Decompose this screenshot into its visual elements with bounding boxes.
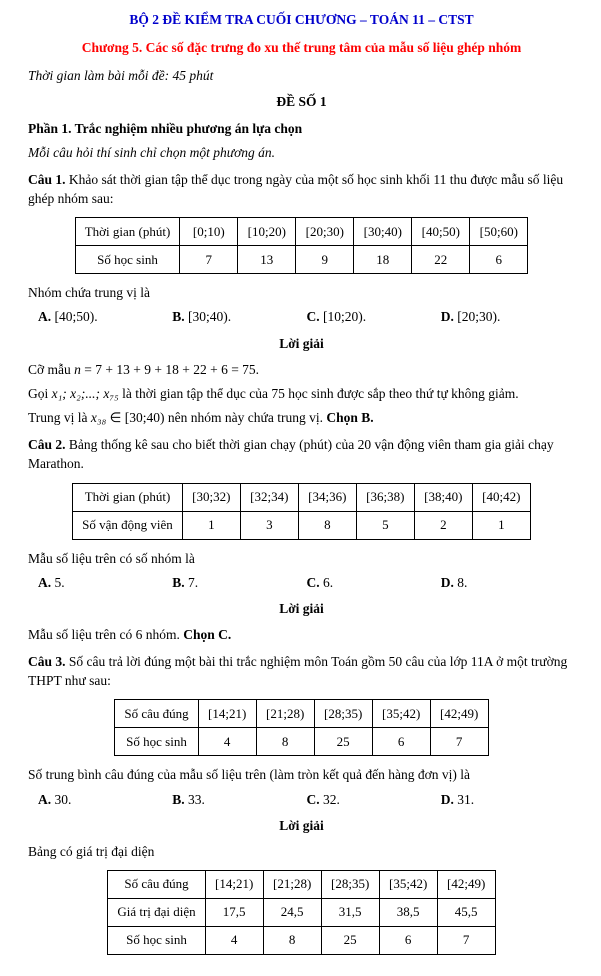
table-cell: [10;20) <box>238 218 296 246</box>
table-cell: Số câu đúng <box>115 700 198 728</box>
option-text: 30. <box>54 791 72 807</box>
question-2-table <box>72 483 531 540</box>
table-cell: [14;21) <box>205 871 263 899</box>
table-cell: [21;28) <box>263 871 321 899</box>
question-1-solution-line-3 <box>28 408 575 427</box>
question-3-stem: Số câu trả lời đúng một bài thi trắc nghiệm môn Toán gồm 50 câu của lớp 11A ở một trường THPT như sau: <box>28 654 568 689</box>
solution-text: Cỡ mẫu <box>28 361 75 377</box>
option-text: 7. <box>188 574 199 590</box>
option-text: 5. <box>54 574 65 590</box>
table-cell: [34;36) <box>298 483 356 511</box>
question-2-options <box>38 573 575 592</box>
part1-heading: Phần 1. Trắc nghiệm nhiều phương án lựa chọn <box>28 120 303 136</box>
table-cell: Thời gian (phút) <box>75 218 180 246</box>
option-label: C. <box>306 574 320 590</box>
table-cell: [50;60) <box>470 218 528 246</box>
table-cell: [32;34) <box>240 483 298 511</box>
table-row <box>115 700 488 728</box>
table-cell: 25 <box>314 728 372 756</box>
question-2-prompt: Mẫu số liệu trên có số nhóm là <box>28 550 195 566</box>
question-3-solution-line-1: Bảng có giá trị đại diện <box>28 843 155 859</box>
question-2 <box>28 435 575 473</box>
table-cell: [35;42) <box>379 871 437 899</box>
option-text: [40;50). <box>54 309 98 325</box>
table-cell: 5 <box>356 511 414 539</box>
question-2-solution-heading: Lời giải <box>279 600 324 616</box>
option-text: 31. <box>457 791 475 807</box>
table-cell: 7 <box>180 246 238 274</box>
option-label: C. <box>306 309 320 325</box>
table-row <box>73 511 531 539</box>
table-cell: 7 <box>430 728 488 756</box>
question-1-stem: Khảo sát thời gian tập thể dục trong ngày của một số học sinh khối 11 thu được mẫu số liệu ghép nhóm sau: <box>28 171 564 207</box>
question-1-option-d <box>441 307 575 326</box>
question-3-prompt: Số trung bình câu đúng của mẫu số liệu trên (làm tròn kết quả đến hàng đơn vị) là <box>28 767 471 783</box>
question-1-option-b <box>172 307 306 326</box>
question-2-option-d <box>441 573 575 592</box>
table-cell: [36;38) <box>356 483 414 511</box>
option-text: [30;40). <box>188 309 232 325</box>
option-label: A. <box>38 574 52 590</box>
option-text: 33. <box>188 791 205 807</box>
table-cell: 1 <box>182 511 240 539</box>
table-cell: [40;42) <box>472 483 530 511</box>
table-cell: 22 <box>412 246 470 274</box>
option-label: B. <box>172 574 185 590</box>
table-cell: 6 <box>372 728 430 756</box>
option-label: A. <box>38 309 52 325</box>
table-row <box>73 483 531 511</box>
question-1-option-c <box>307 307 441 326</box>
table-cell: [0;10) <box>180 218 238 246</box>
option-text: 8. <box>457 574 468 590</box>
option-label: B. <box>172 791 185 807</box>
table-cell: [40;50) <box>412 218 470 246</box>
option-label: A. <box>38 791 52 807</box>
table-cell: 45,5 <box>437 899 495 927</box>
table-cell: Số học sinh <box>75 246 180 274</box>
table-cell: Số vận động viên <box>73 511 183 539</box>
table-row <box>108 927 495 955</box>
answer-choice: Chọn C. <box>183 626 232 642</box>
table-cell: [30;32) <box>182 483 240 511</box>
question-3-option-a <box>38 790 172 809</box>
table-cell: 25 <box>321 927 379 955</box>
question-1-option-a <box>38 307 172 326</box>
table-cell: 24,5 <box>263 899 321 927</box>
table-row <box>75 246 528 274</box>
solution-text: ∈ [30;40) nên nhóm này chứa trung vị. <box>106 410 327 426</box>
table-row <box>108 871 495 899</box>
option-label: D. <box>440 791 454 807</box>
table-cell: 9 <box>296 246 354 274</box>
option-text: [20;30). <box>457 309 501 325</box>
table-cell: Số học sinh <box>108 927 205 955</box>
question-3-option-d <box>441 790 575 809</box>
question-2-solution-line-1 <box>28 625 575 644</box>
table-cell: 4 <box>198 728 256 756</box>
question-1-options <box>38 307 575 326</box>
question-1-table <box>75 217 529 274</box>
table-cell: [20;30) <box>296 218 354 246</box>
question-2-option-a <box>38 573 172 592</box>
table-cell: Giá trị đại diện <box>108 899 205 927</box>
solution-text: là thời gian tập thể dục của 75 học sinh được sắp theo thứ tự không giảm. <box>118 385 519 401</box>
solution-text: Mẫu số liệu trên có 6 nhóm. <box>28 626 184 642</box>
question-1-prompt: Nhóm chứa trung vị là <box>28 285 151 301</box>
table-cell: [30;40) <box>354 218 412 246</box>
table-cell: 4 <box>205 927 263 955</box>
table-cell: [14;21) <box>198 700 256 728</box>
question-3-label: Câu 3. <box>28 654 66 670</box>
solution-text: = 7 + 13 + 9 + 18 + 22 + 6 = 75. <box>80 361 260 377</box>
table-cell: 8 <box>263 927 321 955</box>
table-cell: 7 <box>437 927 495 955</box>
table-cell: 1 <box>472 511 530 539</box>
option-text: [10;20). <box>323 309 367 325</box>
table-cell: [42;49) <box>437 871 495 899</box>
question-1 <box>28 170 575 208</box>
table-cell: 3 <box>240 511 298 539</box>
solution-text: Trung vị là <box>28 410 91 426</box>
duration-note: Thời gian làm bài mỗi đề: 45 phút <box>28 68 214 84</box>
question-3-option-c <box>307 790 441 809</box>
question-1-solution-line-2 <box>28 384 575 403</box>
solution-text: Gọi <box>28 385 52 401</box>
table-cell: 6 <box>470 246 528 274</box>
part1-instruction: Mỗi câu hỏi thí sinh chỉ chọn một phương án. <box>28 144 276 160</box>
table-row <box>115 728 488 756</box>
table-cell: [35;42) <box>372 700 430 728</box>
question-3-solution-table <box>107 870 495 955</box>
table-cell: [28;35) <box>314 700 372 728</box>
question-2-label: Câu 2. <box>28 437 66 453</box>
question-1-solution-heading: Lời giải <box>279 335 324 351</box>
question-3 <box>28 652 575 690</box>
exam-number: ĐỀ SỐ 1 <box>276 94 327 110</box>
table-cell: [42;49) <box>430 700 488 728</box>
option-text: 32. <box>323 791 340 807</box>
table-cell: 18 <box>354 246 412 274</box>
question-2-option-b <box>172 573 306 592</box>
table-row <box>75 218 528 246</box>
table-cell: [28;35) <box>321 871 379 899</box>
math-variable: x₃₈ <box>90 410 107 426</box>
table-cell: 31,5 <box>321 899 379 927</box>
question-3-table <box>114 699 488 756</box>
table-cell: 17,5 <box>205 899 263 927</box>
table-cell: Số câu đúng <box>108 871 205 899</box>
question-3-options <box>38 790 575 809</box>
chapter-subtitle: Chương 5. Các số đặc trưng đo xu thế trung tâm của mẫu số liệu ghép nhóm <box>81 40 522 56</box>
option-label: D. <box>440 574 454 590</box>
question-2-option-c <box>307 573 441 592</box>
table-cell: [21;28) <box>256 700 314 728</box>
table-cell: 8 <box>298 511 356 539</box>
math-variable: x₁; x₂;...; x₇₅ <box>51 385 119 401</box>
table-row <box>108 899 495 927</box>
question-3-option-b <box>172 790 306 809</box>
option-label: B. <box>172 309 185 325</box>
math-variable: n <box>74 361 81 377</box>
table-cell: 13 <box>238 246 296 274</box>
table-cell: 6 <box>379 927 437 955</box>
question-1-label: Câu 1. <box>28 171 66 187</box>
table-cell: 2 <box>414 511 472 539</box>
table-cell: 8 <box>256 728 314 756</box>
question-2-stem: Bảng thống kê sau cho biết thời gian chạy (phút) của 20 vận động viên tham gia giải chạy Marathon. <box>28 437 554 472</box>
option-label: D. <box>440 309 454 325</box>
question-3-solution-heading: Lời giải <box>279 817 324 833</box>
option-label: C. <box>306 791 320 807</box>
table-cell: 38,5 <box>379 899 437 927</box>
table-cell: Số học sinh <box>115 728 198 756</box>
table-cell: [38;40) <box>414 483 472 511</box>
table-cell: Thời gian (phút) <box>73 483 183 511</box>
document-title: BỘ 2 ĐỀ KIỂM TRA CUỐI CHƯƠNG – TOÁN 11 – CTST <box>129 12 474 27</box>
option-text: 6. <box>323 574 334 590</box>
question-1-solution-line-1 <box>28 360 575 379</box>
answer-choice: Chọn B. <box>326 410 374 426</box>
